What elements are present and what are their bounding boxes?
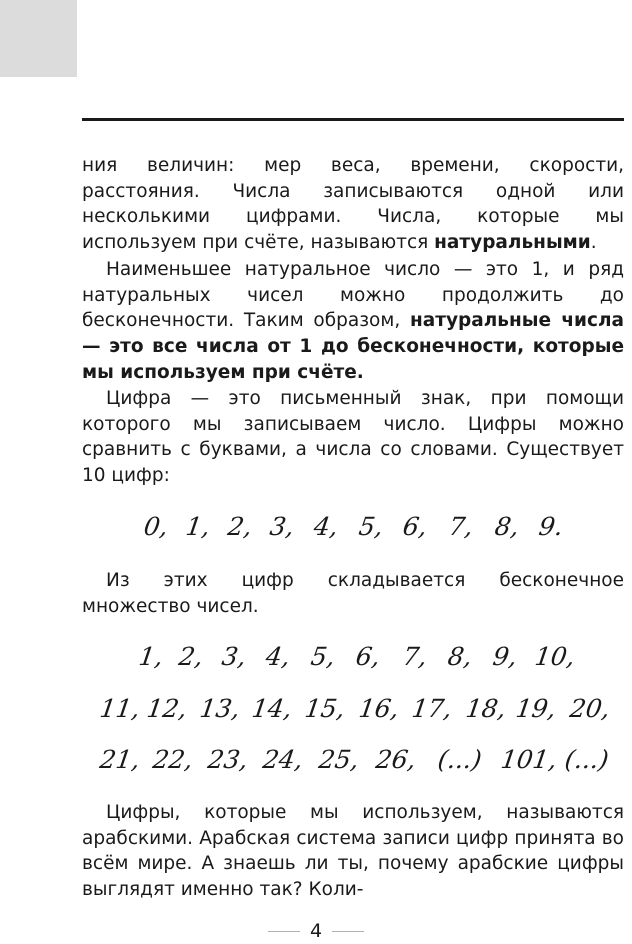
- digit-5: 4,: [312, 512, 340, 541]
- number-r3-4: 24,: [261, 745, 305, 774]
- paragraph-1-text: ния величин: мер веса, времени, скорости, расстояния. Числа записываются одной или несколькими цифрами. Числа, которые мы используем при счёте, называются: [82, 155, 624, 254]
- page-number-block: [0, 918, 632, 944]
- number-r1-7: 7,: [401, 642, 429, 671]
- numbers-block-3: [80, 745, 626, 775]
- number-r2-6: 16,: [357, 694, 401, 723]
- digit-10: 9.: [537, 512, 565, 541]
- number-r2-5: 15,: [303, 694, 347, 723]
- digit-7: 6,: [401, 512, 429, 541]
- paragraph-1-bold: натуральными: [434, 232, 591, 254]
- digit-9: 8,: [493, 512, 521, 541]
- paragraph-4: Из этих цифр складывается бесконечное множество чисел.: [82, 570, 624, 617]
- page-number-left-rule: [268, 931, 300, 932]
- paragraph-2: [82, 257, 624, 386]
- paragraph-2-end: .: [356, 361, 364, 383]
- number-r1-1: 1,: [137, 642, 165, 671]
- number-r3-2: 22,: [151, 745, 195, 774]
- paragraph-1: [82, 153, 624, 256]
- number-r2-3: 13,: [198, 694, 242, 723]
- number-r1-8: 8,: [446, 642, 474, 671]
- number-r3-9: (...): [563, 745, 611, 774]
- digit-2: 1,: [184, 512, 212, 541]
- number-r1-9: 9,: [491, 642, 519, 671]
- numbers-row-3: [80, 745, 626, 775]
- numbers-row-2: [80, 694, 626, 724]
- number-r2-1: 11,: [98, 694, 142, 723]
- paragraph-5: Цифры, которые мы используем, называются арабскими. Арабская система записи цифр принята во всём мире. А знаешь ли ты, почему арабские цифры выглядят именно так? Коли-: [82, 802, 624, 901]
- number-r1-4: 4,: [264, 642, 292, 671]
- page-number-right-rule: [332, 931, 364, 932]
- paragraph-3: Цифра — это письменный знак, при помощи которого мы записываем число. Цифры можно сравнить с буквами, а числа со словами. Существует 10 цифр:: [82, 388, 624, 487]
- digit-6: 5,: [357, 512, 385, 541]
- number-r3-1: 21,: [98, 745, 142, 774]
- paragraph-1-end: .: [590, 232, 597, 254]
- numbers-row-1: [80, 642, 626, 672]
- number-r3-8: 101,: [499, 745, 559, 774]
- number-r1-3: 3,: [220, 642, 248, 671]
- number-r3-5: 25,: [317, 745, 361, 774]
- number-r1-6: 6,: [354, 642, 382, 671]
- number-r1-10: 10,: [533, 642, 577, 671]
- number-r2-2: 12,: [145, 694, 189, 723]
- page-number: 4: [309, 920, 323, 942]
- number-r2-10: 20,: [568, 694, 612, 723]
- number-r3-6: 26,: [374, 745, 418, 774]
- digit-8: 7,: [447, 512, 475, 541]
- digit-4: 3,: [268, 512, 296, 541]
- paragraph-2-text: Наименьшее натуральное число — это 1, и ряд натуральных чисел можно продолжить до бесконечности. Таким образом,: [82, 259, 624, 332]
- number-r2-9: 19,: [514, 694, 558, 723]
- top-rule: [82, 118, 624, 121]
- number-r1-5: 5,: [309, 642, 337, 671]
- digit-3: 2,: [226, 512, 254, 541]
- numbers-block-2: [80, 694, 626, 724]
- number-r2-4: 14,: [250, 694, 294, 723]
- number-r3-7: (...): [436, 745, 484, 774]
- corner-tab: [0, 0, 77, 77]
- digits-row: [80, 512, 626, 542]
- number-r3-3: 23,: [206, 745, 250, 774]
- number-r1-2: 2,: [177, 642, 205, 671]
- digit-1: 0,: [142, 512, 170, 541]
- number-r2-8: 18,: [464, 694, 508, 723]
- numbers-block: [80, 642, 626, 672]
- number-r2-7: 17,: [410, 694, 454, 723]
- paragraph-2-bold: натуральные числа — это все числа от 1 до бесконечности, которые мы используем при счёте: [82, 310, 624, 383]
